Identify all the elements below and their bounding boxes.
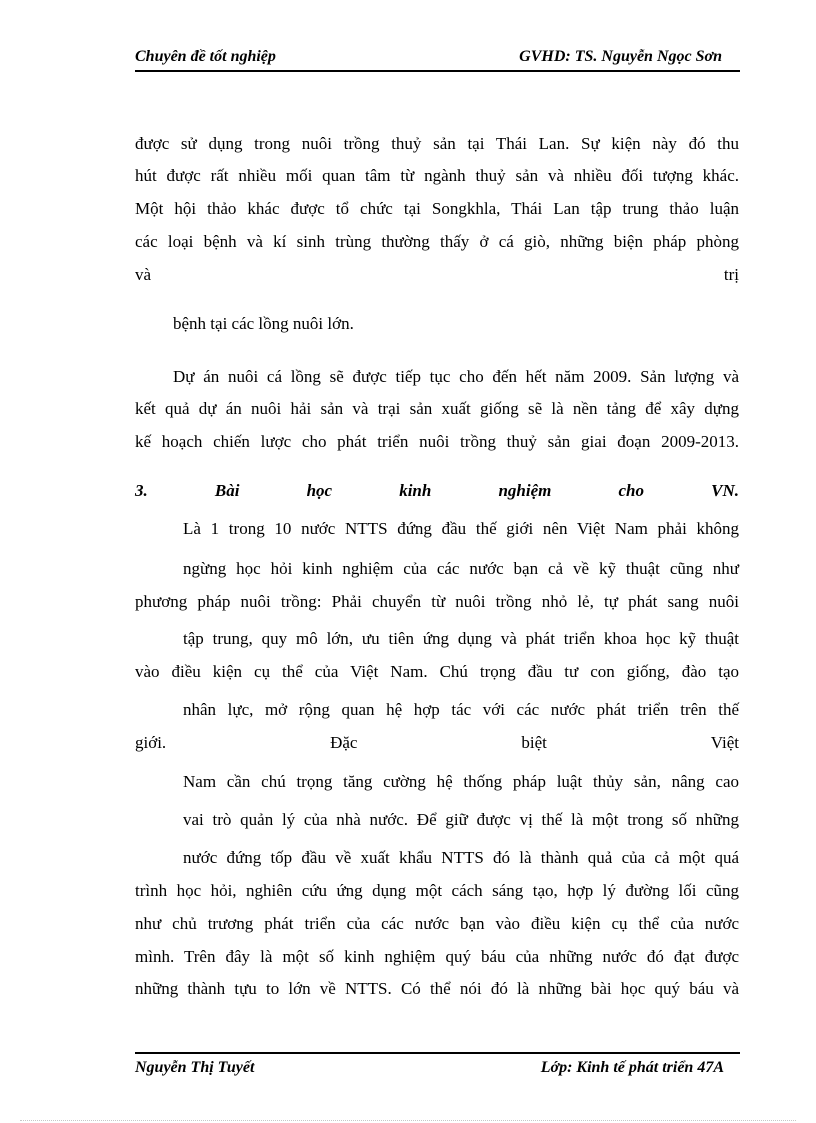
text-line: hút được rất nhiều mối quan tâm từ ngành thuỷ sản và nhiều đối tượng khác.	[135, 166, 739, 185]
heading-number: 3.	[135, 481, 148, 500]
text-line: Nam cần chú trọng tăng cường hệ thống pháp luật thủy sản, nâng cao	[183, 772, 739, 791]
text-line: trình học hỏi, nghiên cứu ứng dụng một cách sáng tạo, hợp lý đường lối cũng	[135, 881, 739, 900]
footer-author: Nguyễn Thị Tuyết	[135, 1059, 255, 1076]
page-header	[135, 48, 740, 72]
word: Việt	[710, 733, 739, 752]
heading-word: nghiệm	[498, 481, 552, 500]
heading-word: VN.	[711, 481, 739, 500]
text-line: nhân lực, mở rộng quan hệ hợp tác với các nước phát triển trên thế	[183, 700, 739, 719]
text-line: mình. Trên đây là một số kinh nghiệm quý báu của những nước đó đạt được	[135, 947, 739, 966]
word: biệt	[521, 733, 547, 752]
text-line: phương pháp nuôi trồng: Phải chuyển từ nuôi trồng nhỏ lẻ, tự phát sang nuôi	[135, 592, 739, 611]
text-line: các loại bệnh và kí sinh trùng thường thấy ở cá giò, những biện pháp phòng	[135, 232, 739, 251]
text-line: bệnh tại các lồng nuôi lớn.	[173, 314, 354, 333]
text-line: Một hội thảo khác được tổ chức tại Songkhla, Thái Lan tập trung thảo luận	[135, 199, 739, 218]
text-line: nước đứng tốp đầu về xuất khẩu NTTS đó là thành quả của cả một quá	[183, 848, 739, 867]
footer-class: Lớp: Kinh tế phát triển 47A	[540, 1059, 724, 1076]
text-line	[135, 733, 739, 753]
heading-word: cho	[618, 481, 644, 500]
text-line: tập trung, quy mô lớn, ưu tiên ứng dụng và phát triển khoa học kỹ thuật	[183, 629, 739, 648]
word: giới.	[135, 733, 167, 752]
word: và	[135, 265, 152, 284]
text-line: được sử dụng trong nuôi trồng thuỷ sản tại Thái Lan. Sự kiện này đó thu	[135, 134, 739, 153]
text-line: kế hoạch chiến lược cho phát triển nuôi trồng thuỷ sản giai đoạn 2009-2013.	[135, 432, 739, 451]
heading-word: học	[306, 481, 333, 500]
text-line: Dự án nuôi cá lồng sẽ được tiếp tục cho đến hết năm 2009. Sản lượng và	[173, 367, 739, 386]
text-line: Là 1 trong 10 nước NTTS đứng đầu thế giới nên Việt Nam phải không	[183, 519, 739, 538]
word: trị	[723, 265, 739, 284]
text-line: vào điều kiện cụ thể của Việt Nam. Chú trọng đầu tư con giống, đào tạo	[135, 662, 739, 681]
text-line	[135, 265, 739, 285]
text-line: kết quả dự án nuôi hải sản và trại sản xuất giống sẽ là nền tảng để xây dựng	[135, 399, 739, 418]
header-title: Chuyên đề tốt nghiệp	[135, 48, 276, 65]
page-bottom-divider	[20, 1120, 796, 1121]
text-line: như chủ trương phát triển của các nước bạn vào điều kiện cụ thể của nước	[135, 914, 739, 933]
heading-word: Bài	[214, 481, 240, 500]
header-advisor: GVHD: TS. Nguyễn Ngọc Sơn	[519, 48, 722, 65]
text-line: những thành tựu to lớn về NTTS. Có thể nói đó là những bài học quý báu và	[135, 979, 739, 998]
section-heading	[135, 481, 739, 501]
text-line: ngừng học hỏi kinh nghiệm của các nước bạn cả về kỹ thuật cũng như	[183, 559, 739, 578]
page-footer	[135, 1052, 740, 1078]
word: Đặc	[330, 733, 358, 752]
heading-word: kinh	[399, 481, 432, 500]
text-line: vai trò quản lý của nhà nước. Để giữ được vị thế là một trong số những	[183, 810, 739, 829]
